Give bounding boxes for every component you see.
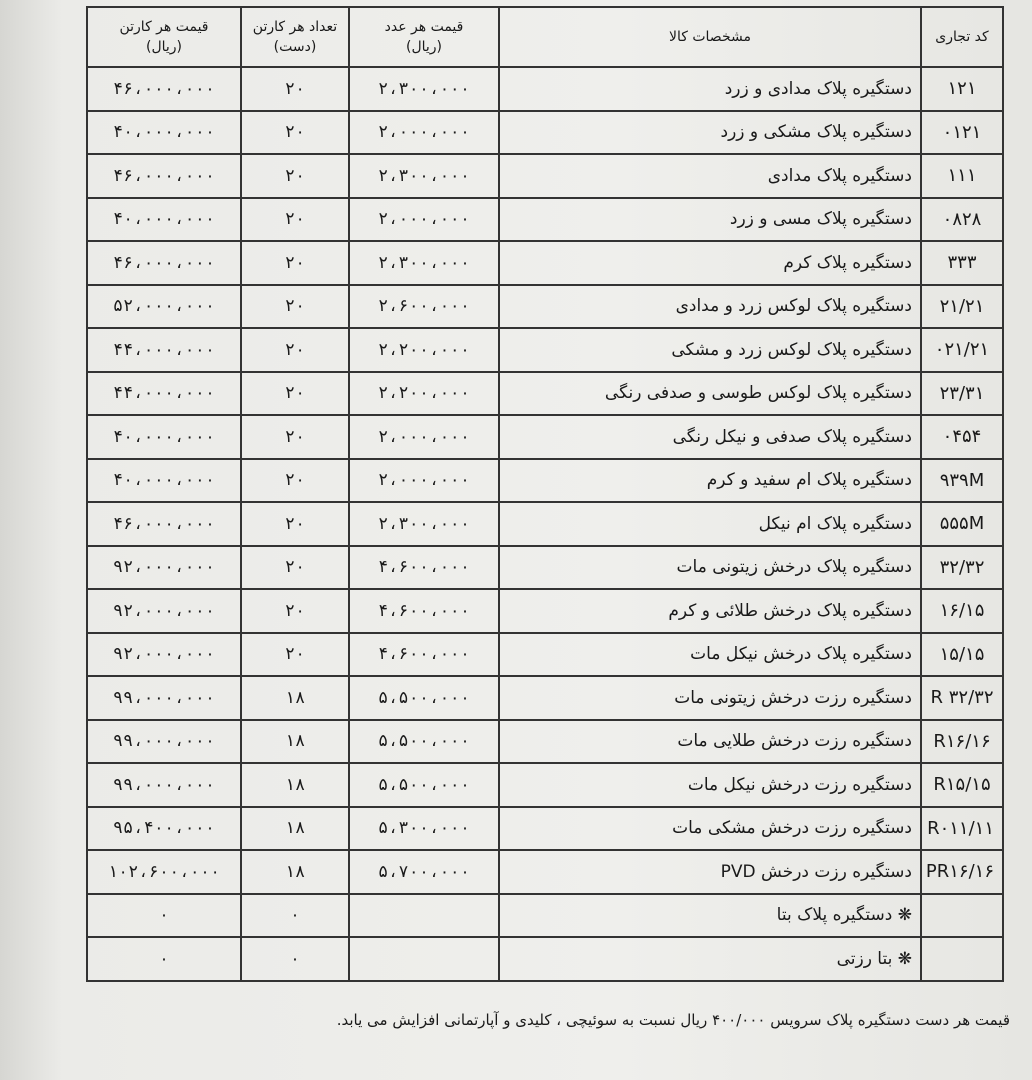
row-unit-price: ۲،۲۰۰،۰۰۰ — [349, 328, 499, 372]
row-unit-price — [349, 937, 499, 981]
row-quantity: ۲۰ — [241, 154, 349, 198]
row-code: ۳۳۳ — [921, 241, 1003, 285]
row-carton-price: ۹۲،۰۰۰،۰۰۰ — [87, 589, 241, 633]
row-carton-price: ۴۶،۰۰۰،۰۰۰ — [87, 502, 241, 546]
row-carton-price: ۰ — [87, 937, 241, 981]
row-unit-price: ۲،۳۰۰،۰۰۰ — [349, 241, 499, 285]
row-unit-price: ۲،۲۰۰،۰۰۰ — [349, 372, 499, 416]
table-header-row — [87, 7, 1003, 67]
header-carton-price: قیمت هر کارتن (ریال) — [87, 7, 241, 67]
row-carton-price: ۹۵،۴۰۰،۰۰۰ — [87, 807, 241, 851]
row-code: ۰۲۱/۲۱ — [921, 328, 1003, 372]
row-description: دستگیره رزت درخش زیتونی مات — [499, 676, 921, 720]
table-row — [87, 633, 1003, 677]
table-row — [87, 198, 1003, 242]
row-quantity: ۲۰ — [241, 111, 349, 155]
row-quantity: ۲۰ — [241, 502, 349, 546]
row-carton-price: ۴۶،۰۰۰،۰۰۰ — [87, 154, 241, 198]
row-quantity: ۲۰ — [241, 198, 349, 242]
row-unit-price: ۲،۳۰۰،۰۰۰ — [349, 67, 499, 111]
table-row — [87, 807, 1003, 851]
row-description: دستگیره پلاک صدفی و نیکل رنگی — [499, 415, 921, 459]
row-quantity: ۲۰ — [241, 285, 349, 329]
row-carton-price: ۹۲،۰۰۰،۰۰۰ — [87, 546, 241, 590]
row-description: دستگیره پلاک کرم — [499, 241, 921, 285]
header-code: کد تجاری — [921, 7, 1003, 67]
header-description: مشخصات کالا — [499, 7, 921, 67]
row-unit-price: ۲،۳۰۰،۰۰۰ — [349, 502, 499, 546]
row-description: دستگیره پلاک لوکس طوسی و صدفی رنگی — [499, 372, 921, 416]
row-code: ۲۱/۲۱ — [921, 285, 1003, 329]
row-code: ۰۱۲۱ — [921, 111, 1003, 155]
header-unit-price: قیمت هر عدد (ریال) — [349, 7, 499, 67]
row-code: ۹۳۹M — [921, 459, 1003, 503]
row-code: ۱۲۱ — [921, 67, 1003, 111]
row-code — [921, 937, 1003, 981]
row-code: ۱۶/۱۵ — [921, 589, 1003, 633]
header-quantity: تعداد هر کارتن (دست) — [241, 7, 349, 67]
row-description: ❋ بتا رزتی — [499, 937, 921, 981]
row-carton-price: ۹۲،۰۰۰،۰۰۰ — [87, 633, 241, 677]
table-row — [87, 372, 1003, 416]
row-code: PR۱۶/۱۶ — [921, 850, 1003, 894]
row-unit-price — [349, 894, 499, 938]
row-quantity: ۲۰ — [241, 459, 349, 503]
row-description: دستگیره پلاک درخش طلائی و کرم — [499, 589, 921, 633]
table-row — [87, 67, 1003, 111]
row-quantity: ۲۰ — [241, 415, 349, 459]
table-row — [87, 763, 1003, 807]
row-unit-price: ۲،۰۰۰،۰۰۰ — [349, 459, 499, 503]
row-description: دستگیره پلاک مدادی — [499, 154, 921, 198]
row-carton-price: ۴۰،۰۰۰،۰۰۰ — [87, 459, 241, 503]
row-code: ۱۱۱ — [921, 154, 1003, 198]
row-unit-price: ۲،۰۰۰،۰۰۰ — [349, 198, 499, 242]
row-code: ۳۲/۳۲ — [921, 546, 1003, 590]
row-carton-price: ۰ — [87, 894, 241, 938]
row-unit-price: ۴،۶۰۰،۰۰۰ — [349, 546, 499, 590]
row-quantity: ۱۸ — [241, 807, 349, 851]
row-carton-price: ۹۹،۰۰۰،۰۰۰ — [87, 720, 241, 764]
row-code: ۰۴۵۴ — [921, 415, 1003, 459]
row-unit-price: ۵،۵۰۰،۰۰۰ — [349, 720, 499, 764]
row-quantity: ۰ — [241, 894, 349, 938]
table-row — [87, 502, 1003, 546]
row-description: دستگیره رزت درخش PVD — [499, 850, 921, 894]
row-quantity: ۱۸ — [241, 676, 349, 720]
row-description: دستگیره پلاک مشکی و زرد — [499, 111, 921, 155]
row-description: دستگیره پلاک درخش نیکل مات — [499, 633, 921, 677]
row-carton-price: ۴۰،۰۰۰،۰۰۰ — [87, 198, 241, 242]
row-unit-price: ۲،۰۰۰،۰۰۰ — [349, 415, 499, 459]
row-carton-price: ۴۰،۰۰۰،۰۰۰ — [87, 415, 241, 459]
row-carton-price: ۹۹،۰۰۰،۰۰۰ — [87, 676, 241, 720]
row-description: دستگیره پلاک مدادی و زرد — [499, 67, 921, 111]
price-table — [86, 6, 1004, 982]
row-unit-price: ۲،۶۰۰،۰۰۰ — [349, 285, 499, 329]
row-quantity: ۲۰ — [241, 546, 349, 590]
row-quantity: ۲۰ — [241, 633, 349, 677]
row-unit-price: ۲،۳۰۰،۰۰۰ — [349, 154, 499, 198]
row-carton-price: ۹۹،۰۰۰،۰۰۰ — [87, 763, 241, 807]
table-row — [87, 937, 1003, 981]
table-row — [87, 459, 1003, 503]
row-quantity: ۰ — [241, 937, 349, 981]
row-quantity: ۲۰ — [241, 589, 349, 633]
table-body — [87, 67, 1003, 981]
table-row — [87, 415, 1003, 459]
row-carton-price: ۴۶،۰۰۰،۰۰۰ — [87, 67, 241, 111]
row-description: دستگیره رزت درخش مشکی مات — [499, 807, 921, 851]
row-unit-price: ۵،۳۰۰،۰۰۰ — [349, 807, 499, 851]
table-row — [87, 241, 1003, 285]
row-code: ۵۵۵M — [921, 502, 1003, 546]
row-carton-price: ۴۰،۰۰۰،۰۰۰ — [87, 111, 241, 155]
row-code — [921, 894, 1003, 938]
row-unit-price: ۴،۶۰۰،۰۰۰ — [349, 589, 499, 633]
row-description: دستگیره رزت درخش طلایی مات — [499, 720, 921, 764]
row-carton-price: ۵۲،۰۰۰،۰۰۰ — [87, 285, 241, 329]
row-quantity: ۲۰ — [241, 241, 349, 285]
row-unit-price: ۵،۵۰۰،۰۰۰ — [349, 676, 499, 720]
row-description: دستگیره پلاک لوکس زرد و مشکی — [499, 328, 921, 372]
row-carton-price: ۴۴،۰۰۰،۰۰۰ — [87, 328, 241, 372]
row-quantity: ۱۸ — [241, 720, 349, 764]
row-quantity: ۱۸ — [241, 763, 349, 807]
row-code: R۱۶/۱۶ — [921, 720, 1003, 764]
row-description: دستگیره پلاک لوکس زرد و مدادی — [499, 285, 921, 329]
row-description: دستگیره پلاک مسی و زرد — [499, 198, 921, 242]
row-unit-price: ۲،۰۰۰،۰۰۰ — [349, 111, 499, 155]
row-carton-price: ۱۰۲،۶۰۰،۰۰۰ — [87, 850, 241, 894]
row-description: دستگیره پلاک درخش زیتونی مات — [499, 546, 921, 590]
row-quantity: ۲۰ — [241, 372, 349, 416]
price-table-wrapper — [86, 6, 1002, 982]
row-carton-price: ۴۶،۰۰۰،۰۰۰ — [87, 241, 241, 285]
table-row — [87, 850, 1003, 894]
table-row — [87, 894, 1003, 938]
row-unit-price: ۴،۶۰۰،۰۰۰ — [349, 633, 499, 677]
row-unit-price: ۵،۷۰۰،۰۰۰ — [349, 850, 499, 894]
row-description: دستگیره رزت درخش نیکل مات — [499, 763, 921, 807]
table-row — [87, 285, 1003, 329]
row-quantity: ۱۸ — [241, 850, 349, 894]
row-code: R۰۱۱/۱۱ — [921, 807, 1003, 851]
table-row — [87, 154, 1003, 198]
table-row — [87, 676, 1003, 720]
row-description: دستگیره پلاک ام سفید و کرم — [499, 459, 921, 503]
row-code: R ۳۲/۳۲ — [921, 676, 1003, 720]
row-quantity: ۲۰ — [241, 67, 349, 111]
row-description: دستگیره پلاک ام نیکل — [499, 502, 921, 546]
table-row — [87, 546, 1003, 590]
table-row — [87, 328, 1003, 372]
table-row — [87, 589, 1003, 633]
row-code: ۲۳/۳۱ — [921, 372, 1003, 416]
row-code: ۰۸۲۸ — [921, 198, 1003, 242]
row-quantity: ۲۰ — [241, 328, 349, 372]
row-code: R۱۵/۱۵ — [921, 763, 1003, 807]
row-code: ۱۵/۱۵ — [921, 633, 1003, 677]
table-row — [87, 720, 1003, 764]
row-description: ❋ دستگیره پلاک بتا — [499, 894, 921, 938]
footer-note: قیمت هر دست دستگیره پلاک سرویس ۴۰۰/۰۰۰ ریال نسبت به سوئیچی ، کلیدی و آپارتمانی افزایش می یابد. — [336, 1011, 1010, 1029]
table-row — [87, 111, 1003, 155]
row-unit-price: ۵،۵۰۰،۰۰۰ — [349, 763, 499, 807]
row-carton-price: ۴۴،۰۰۰،۰۰۰ — [87, 372, 241, 416]
